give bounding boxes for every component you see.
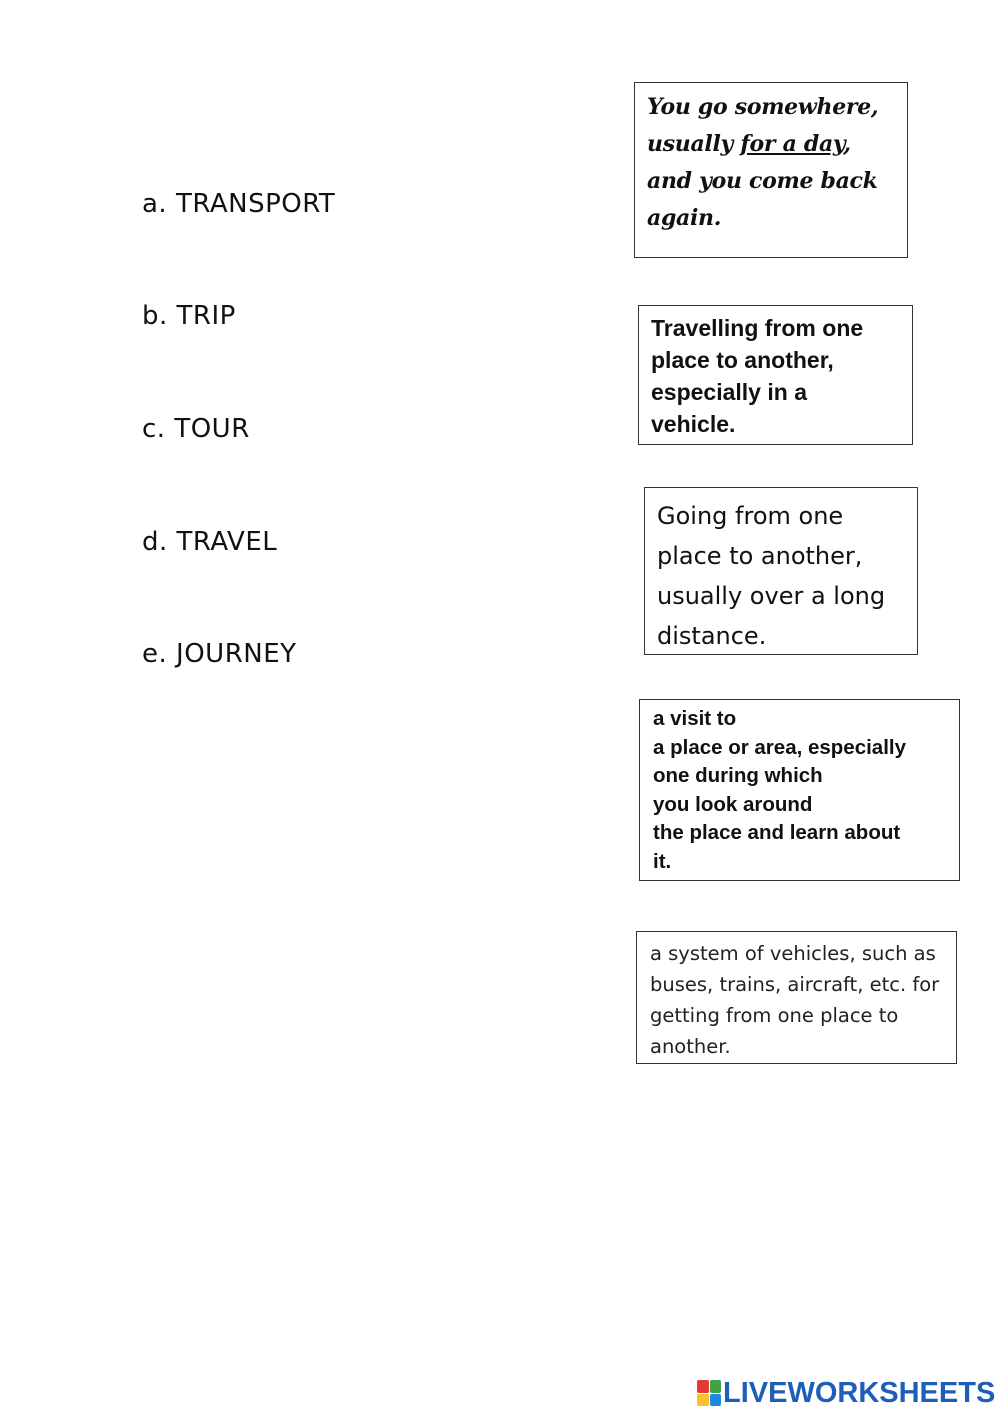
word-transport: a. TRANSPORT: [142, 189, 336, 219]
definition-line: You go somewhere,: [647, 94, 879, 120]
definition-line: and you come back: [647, 168, 878, 194]
definition-underlined-fragment: for a day: [740, 131, 844, 157]
definition-box-3[interactable]: [644, 487, 918, 655]
word-trip: b. TRIP: [142, 301, 236, 331]
word-journey: e. JOURNEY: [142, 639, 297, 669]
definition-line: place to another,: [657, 542, 863, 570]
definition-line: distance.: [657, 622, 767, 650]
definition-line: [647, 126, 897, 163]
definition-line: a visit to: [653, 707, 737, 730]
logo-square-icon: [710, 1380, 722, 1393]
definition-line: again.: [647, 205, 722, 231]
definition-line: Going from one: [657, 502, 844, 530]
definition-line: it.: [653, 849, 672, 873]
definition-line: the place and learn about: [653, 821, 901, 844]
definition-fragment: usually: [647, 131, 741, 157]
word-travel: d. TRAVEL: [142, 527, 278, 557]
definition-line: a place or area, especially: [653, 735, 906, 759]
liveworksheets-logo: [697, 1378, 995, 1408]
definition-line: another.: [650, 1035, 731, 1058]
logo-text: LIVEWORKSHEETS: [723, 1377, 996, 1409]
definition-line: place to another,: [651, 347, 834, 373]
logo-square-icon: [710, 1394, 722, 1407]
definition-line: getting from one place to: [650, 1004, 899, 1027]
definition-box-4[interactable]: [639, 699, 960, 881]
definition-line: vehicle.: [651, 411, 736, 437]
word-tour: c. TOUR: [142, 414, 250, 444]
definition-box-5[interactable]: [636, 931, 957, 1064]
definition-line: usually over a long: [657, 582, 886, 610]
logo-square-icon: [697, 1394, 709, 1407]
definition-line: especially in a: [651, 379, 807, 405]
liveworksheets-logo-icon: [697, 1380, 721, 1406]
definition-line: Travelling from one: [651, 315, 864, 341]
definition-line: a system of vehicles, such as: [650, 942, 936, 965]
definition-line: buses, trains, aircraft, etc. for: [650, 973, 940, 996]
definition-fragment: ,: [843, 131, 851, 157]
definition-box-2[interactable]: [638, 305, 913, 445]
definition-line: you look around: [653, 792, 813, 816]
definition-line: one during which: [653, 764, 823, 787]
definition-box-1[interactable]: [634, 82, 908, 258]
logo-square-icon: [697, 1380, 709, 1393]
